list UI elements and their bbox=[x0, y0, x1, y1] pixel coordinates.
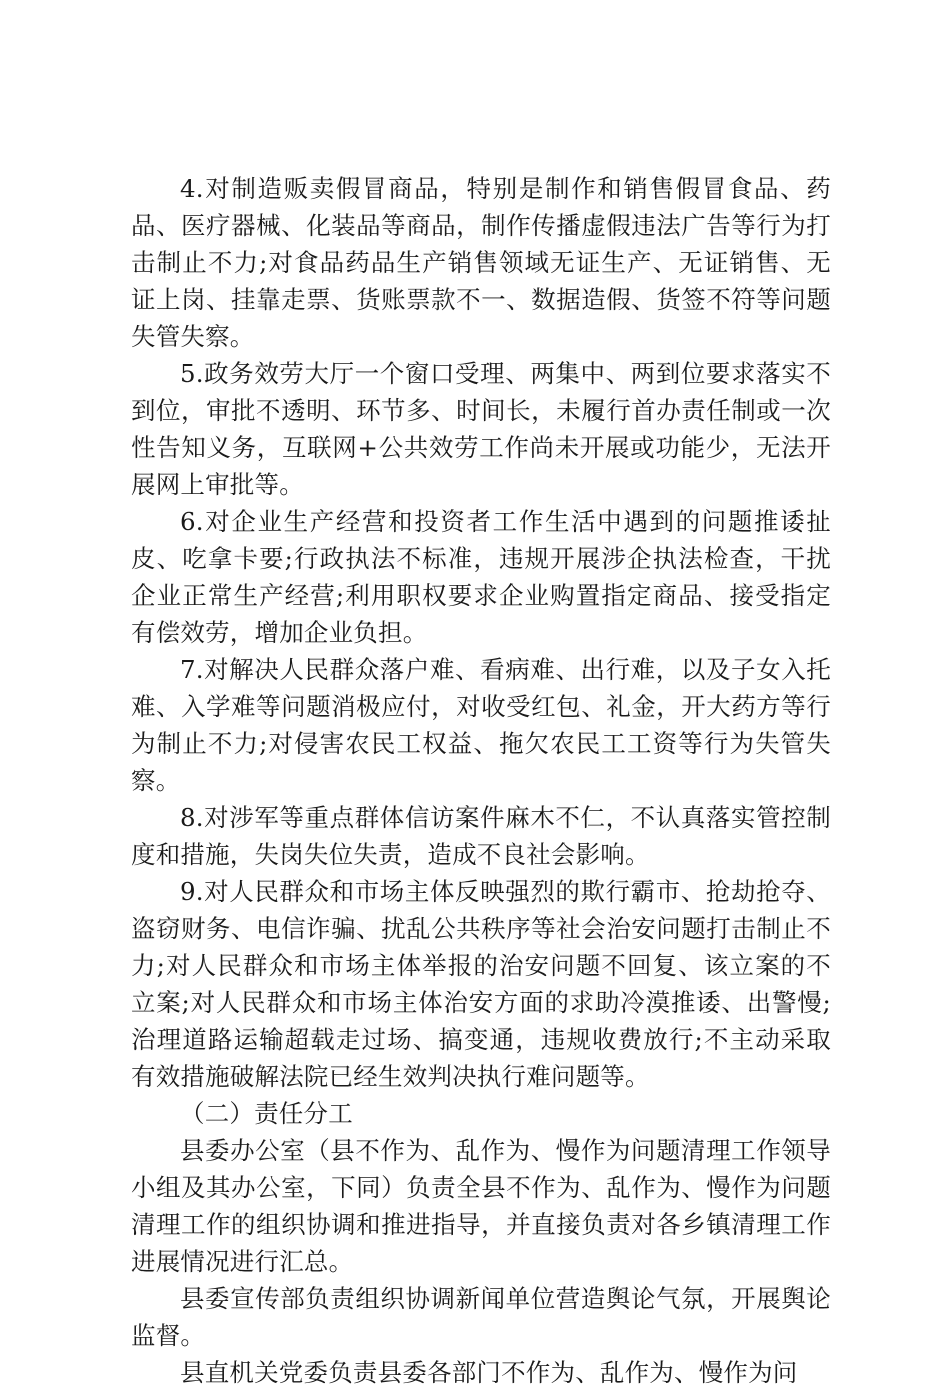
paragraph-item-6: 6.对企业生产经营和投资者工作生活中遇到的问题推诿扯皮、吃拿卡要;行政执法不标准，违规开展涉企执法检查，干扰企业正常生产经营;利用职权要求企业购置指定商品、接受指定有偿效劳，增加企业负担。 bbox=[131, 507, 831, 647]
paragraph-item-4: 4.对制造贩卖假冒商品，特别是制作和销售假冒食品、药品、医疗器械、化装品等商品，制作传播虚假违法广告等行为打击制止不力;对食品药品生产销售领域无证生产、无证销售、无证上岗、挂靠走票、货账票款不一、数据造假、货签不符等问题失管失察。 bbox=[131, 174, 831, 351]
paragraph-item-9: 9.对人民群众和市场主体反映强烈的欺行霸市、抢劫抢夺、盗窃财务、电信诈骗、扰乱公共秩序等社会治安问题打击制止不力;对人民群众和市场主体举报的治安问题不回复、该立案的不立案;对人民群众和市场主体治安方面的求助冷漠推诿、出警慢;治理道路运输超载走过场、搞变通，违规收费放行;不主动采取有效措施破解法院已经生效判决执行难问题等。 bbox=[131, 877, 831, 1091]
document-body bbox=[131, 170, 831, 1391]
paragraph-item-5: 5.政务效劳大厅一个窗口受理、两集中、两到位要求落实不到位，审批不透明、环节多、时间长，未履行首办责任制或一次性告知义务，互联网+公共效劳工作尚未开展或功能少，无法开展网上审批等。 bbox=[131, 359, 831, 499]
paragraph-item-8: 8.对涉军等重点群体信访案件麻木不仁，不认真落实管控制度和措施，失岗失位失责，造成不良社会影响。 bbox=[131, 803, 831, 869]
paragraph-propaganda-dept: 县委宣传部负责组织协调新闻单位营造舆论气氛，开展舆论监督。 bbox=[131, 1284, 831, 1350]
section-heading: （二）责任分工 bbox=[180, 1099, 353, 1128]
paragraph-organs-committee: 县直机关党委负责县委各部门不作为、乱作为、慢作为问 bbox=[180, 1358, 798, 1387]
paragraph-item-7: 7.对解决人民群众落户难、看病难、出行难，以及子女入托难、入学难等问题消极应付，对收受红包、礼金，开大药方等行为制止不力;对侵害农民工权益、拖欠农民工工资等行为失管失察。 bbox=[131, 655, 831, 795]
paragraph-county-office: 县委办公室（县不作为、乱作为、慢作为问题清理工作领导小组及其办公室，下同）负责全县不作为、乱作为、慢作为问题清理工作的组织协调和推进指导，并直接负责对各乡镇清理工作进展情况进行汇总。 bbox=[131, 1136, 831, 1276]
